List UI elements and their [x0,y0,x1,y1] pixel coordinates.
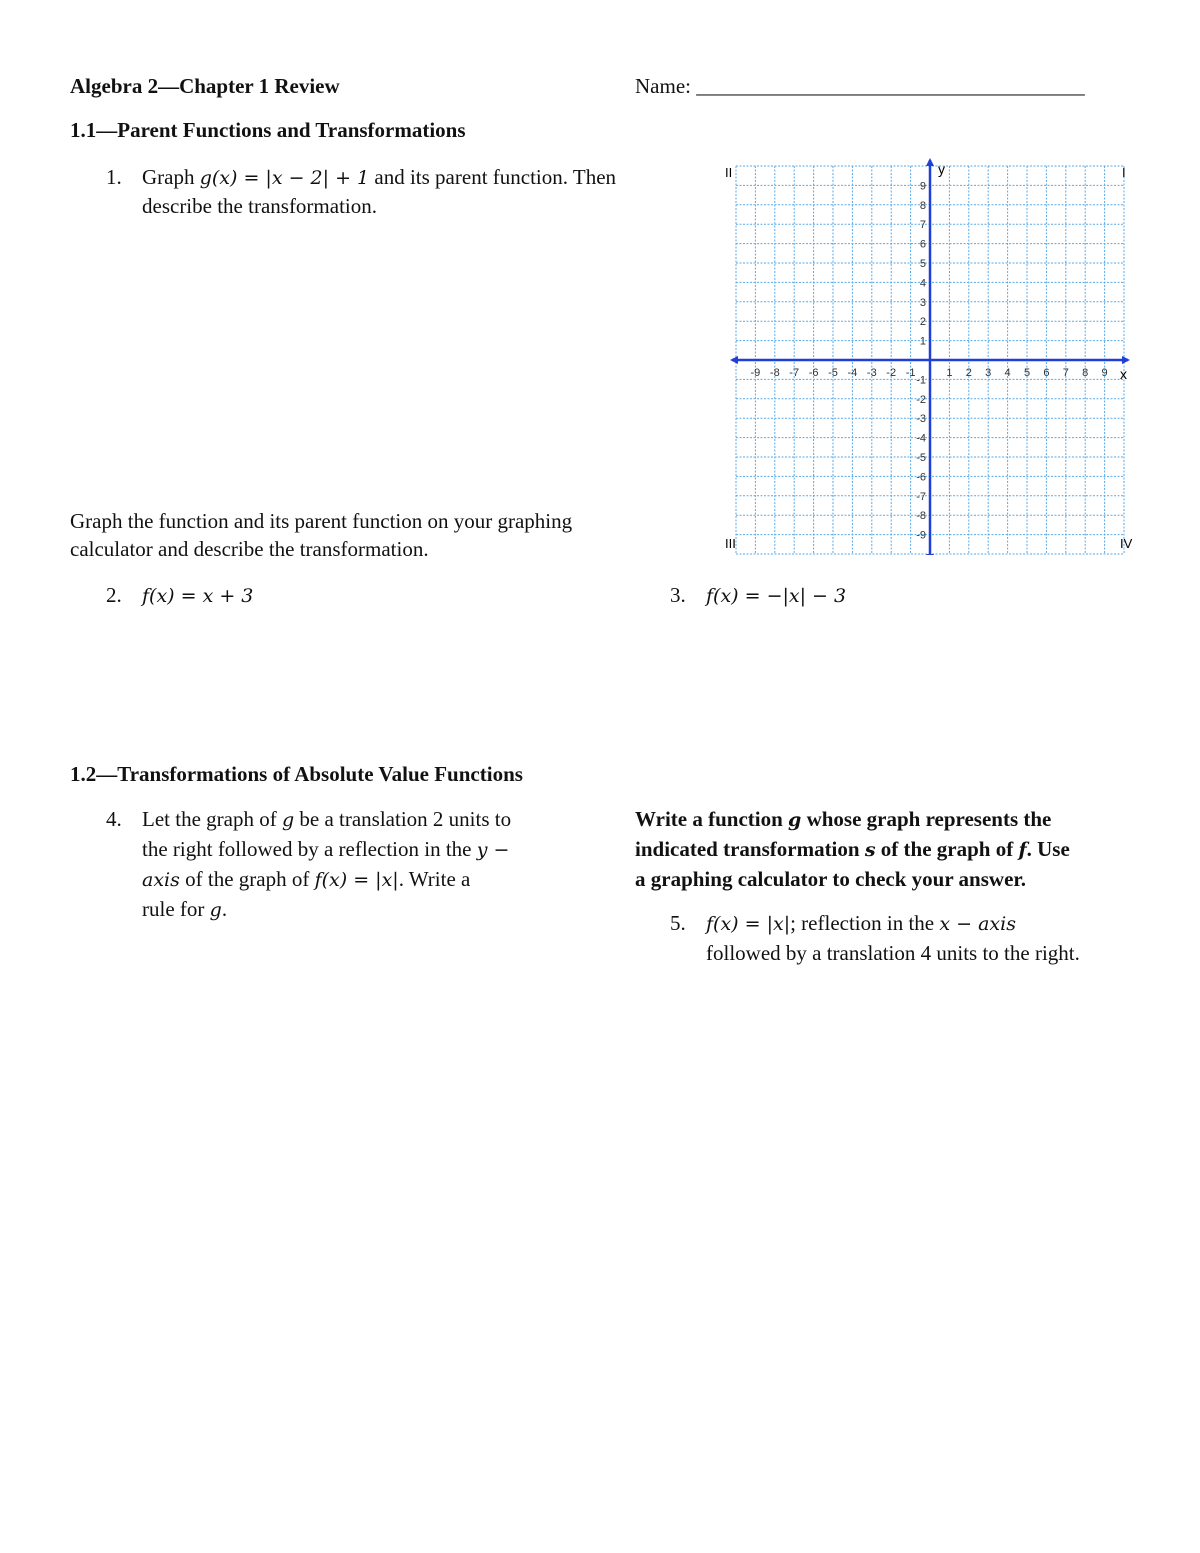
x-tick-label: -3 [866,367,877,379]
quadrant-label-iv: IV [1120,536,1133,551]
x-axis-arrow-right [1122,356,1130,364]
instruction-bold-line2 [635,834,1070,865]
question-number: 2. [106,583,122,607]
x-tick-label: -9 [750,367,761,379]
name-field[interactable] [635,74,1085,99]
instr-text: . Use [1026,837,1070,861]
question-2 [106,580,253,611]
x-tick-label: 7 [1062,367,1069,379]
question-3 [670,580,846,611]
q3-equation: f(x) = −|x| − 3 [706,585,847,607]
x-tick-label: 8 [1082,367,1089,379]
y-tick-label: -8 [916,510,926,523]
instr-math: g [788,809,802,831]
x-tick-label: -8 [769,367,780,379]
y-tick-label: 3 [919,296,926,309]
worksheet-title: Algebra 2—Chapter 1 Review [70,74,340,98]
q4-text: the right followed by a reflection in the [142,837,477,861]
q1-suffix: and its parent function. Then [369,165,617,189]
coordinate-grid [722,155,1142,555]
y-tick-label: 5 [919,258,926,270]
x-tick-label: -4 [847,367,858,379]
question-1 [106,162,616,193]
x-tick-label: -2 [886,367,897,379]
y-tick-label: 4 [919,277,926,290]
q4-text: of the graph of [179,867,315,891]
q4-math: f(x) = |x| [314,869,399,891]
x-axis-label: x [1120,366,1127,382]
x-tick-label: 2 [965,367,972,379]
question-number: 1. [106,165,122,189]
q4-math: axis [142,869,180,891]
q4-line3 [142,864,470,895]
name-line: _____________________________________ [696,74,1085,98]
y-tick-label: 8 [919,199,926,212]
q4-text: be a translation 2 units to [294,807,512,831]
y-tick-label: -3 [916,413,926,426]
question-number: 4. [106,807,122,831]
quadrant-label-ii: II [725,165,733,180]
instr-text: of the graph of [875,837,1019,861]
instruction-bold-line1 [635,804,1051,835]
instruction-line1: Graph the function and its parent function on your graphing [70,509,573,533]
y-tick-label: 1 [919,335,926,348]
x-tick-label: -1 [905,367,916,379]
section-heading-1-2: 1.2—Transformations of Absolute Value Functions [70,762,523,786]
x-tick-label: 3 [985,367,992,379]
y-tick-label: 9 [919,180,926,193]
instruction-line2: calculator and describe the transformation. [70,537,429,561]
y-tick-label: -1 [916,374,926,387]
q5-math: x − axis [939,913,1016,935]
q4-text: Let the graph of [142,807,282,831]
instr-text: Write a function [635,807,789,831]
y-tick-label: -7 [916,490,926,503]
q1-prefix: Graph [142,165,200,189]
q1-line2: describe the transformation. [142,194,377,218]
q4-text: rule for [142,897,210,921]
y-tick-label: 6 [919,238,926,251]
y-tick-label: -9 [916,529,926,542]
y-tick-label: -4 [916,432,926,445]
instr-math: f [1018,839,1027,861]
name-label: Name: [635,74,697,98]
x-tick-label: -7 [789,367,800,379]
q5-math: f(x) = |x| [706,913,791,935]
y-tick-label: 2 [919,316,926,329]
question-number: 5. [670,911,686,935]
q4-line4 [142,894,227,925]
q4-line2 [142,834,509,865]
y-axis-arrow-up [926,158,934,166]
x-tick-label: 5 [1023,367,1031,379]
q4-text: . Write a [398,867,471,891]
instr-math: s [864,839,876,861]
question-5 [670,908,1016,939]
q1-equation: g(x) = |x − 2| + 1 [199,167,370,189]
y-tick-label: -2 [916,393,926,406]
x-tick-label: 6 [1043,367,1050,379]
q4-math: y − [476,839,510,861]
y-tick-label: -6 [916,471,926,484]
y-axis-arrow-down [926,554,934,555]
question-number: 3. [670,583,686,607]
y-tick-label: 7 [919,219,926,232]
instr-text: indicated transformation [635,837,860,861]
q4-math: g [209,899,222,921]
instr-text: whose graph represents the [801,807,1052,831]
q4-text: . [221,897,228,921]
quadrant-label-i: I [1122,165,1126,180]
instruction-bold-line3: a graphing calculator to check your answer. [635,867,1027,891]
q5-line2: followed by a translation 4 units to the right. [706,941,1080,965]
x-tick-label: -6 [808,367,819,379]
x-tick-label: 9 [1101,367,1108,379]
x-axis-arrow-left [730,356,738,364]
quadrant-label-iii: III [725,536,736,551]
q2-equation: f(x) = x + 3 [142,585,254,607]
question-4 [106,804,511,835]
x-tick-label: -5 [828,367,838,379]
q4-math: g [281,809,295,831]
y-axis-label: y [938,161,945,177]
x-tick-label: 1 [946,367,953,379]
y-tick-label: -5 [916,452,926,464]
section-heading-1-1: 1.1—Parent Functions and Transformations [70,118,466,142]
x-tick-label: 4 [1004,367,1011,379]
q5-text: ; reflection in the [790,911,940,935]
